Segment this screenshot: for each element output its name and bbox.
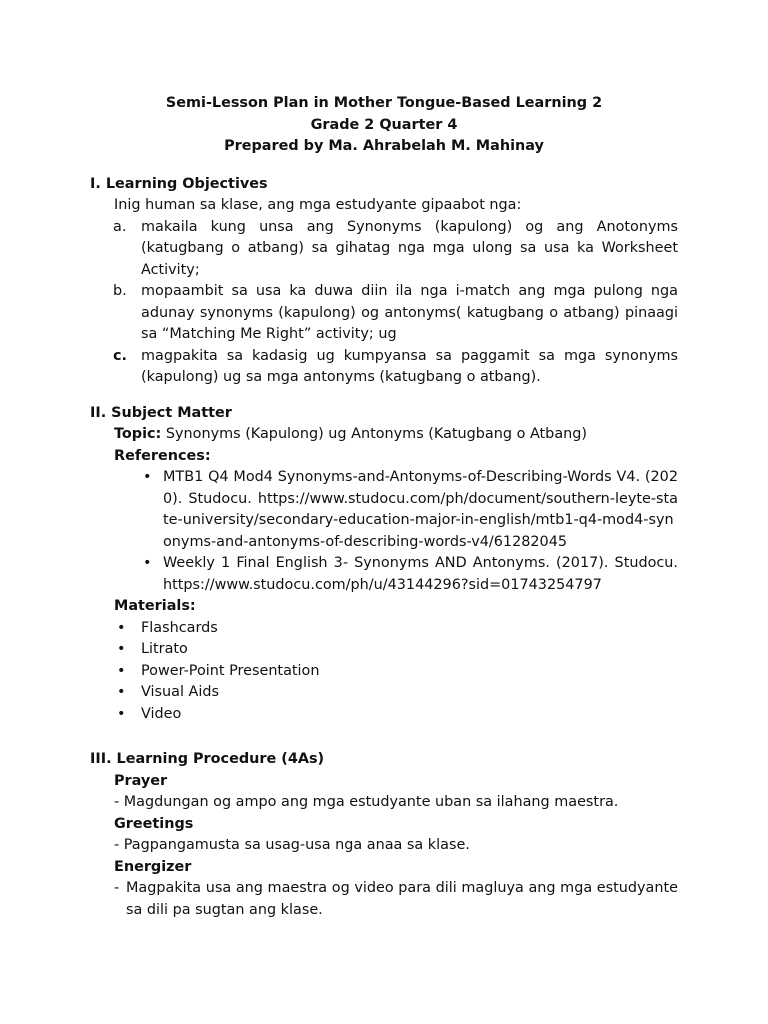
bullet-icon: •	[143, 469, 152, 485]
materials-list	[90, 618, 678, 726]
procedure-heading: III. Learning Procedure (4As)	[90, 751, 325, 767]
objective-marker: c.	[113, 347, 127, 364]
topic-label: Topic:	[114, 426, 162, 442]
objective-item	[90, 281, 678, 346]
energizer-label: Energizer	[114, 858, 192, 875]
bullet-icon: •	[117, 619, 126, 636]
bullet-icon: •	[143, 555, 152, 571]
material-text: Flashcards	[141, 619, 218, 636]
materials-label: Materials:	[114, 598, 196, 614]
material-item	[90, 704, 678, 726]
material-item	[90, 618, 678, 640]
objective-text: magpakita sa kadasig ug kumpyansa sa paggamit sa mga synonyms (kapulong) ug sa mga antonyms (katugbang o atbang).	[141, 347, 678, 385]
prayer-text: - Magdungan og ampo ang mga estudyante uban sa ilahang maestra.	[114, 794, 619, 810]
objectives-list	[90, 217, 678, 389]
references-label: References:	[114, 447, 211, 464]
greetings-text: - Pagpangamusta sa usag-usa nga anaa sa klase.	[114, 837, 470, 853]
material-text: Litrato	[141, 641, 188, 657]
bullet-icon: •	[117, 641, 126, 657]
document-title	[90, 93, 678, 158]
material-item	[90, 639, 678, 661]
objective-text: makaila kung unsa ang Synonyms (kapulong) og ang Anotonyms (katugbang o atbang) sa gihatag nga mga ulong sa usa ka Worksheet Activity;	[141, 218, 678, 278]
bullet-icon: •	[117, 705, 126, 722]
objectives-heading: I. Learning Objectives	[90, 175, 268, 192]
material-text: Video	[141, 705, 182, 722]
reference-item	[90, 553, 678, 596]
objective-text: mopaambit sa usa ka duwa diin ila nga i-match ang mga pulong nga adunay synonyms (kapulong) og antonyms( katugbang o atbang) pinaagi sa “Matching Me Right” activity; ug	[141, 283, 678, 342]
references-list	[90, 467, 678, 596]
material-item	[90, 661, 678, 683]
objective-marker: b.	[113, 283, 127, 299]
title-line-3: Prepared by Ma. Ahrabelah M. Mahinay	[224, 138, 544, 154]
objective-item	[90, 346, 678, 389]
greetings-label: Greetings	[114, 815, 194, 832]
material-item	[90, 682, 678, 704]
material-text: Visual Aids	[141, 684, 220, 700]
objectives-intro: Inig human sa klase, ang mga estudyante gipaabot nga:	[114, 197, 522, 213]
reference-item	[90, 467, 678, 553]
title-line-2: Grade 2 Quarter 4	[310, 116, 458, 133]
reference-text: MTB1 Q4 Mod4 Synonyms-and-Antonyms-of-Describing-Words V4. (2020). Studocu. https://www.studocu.com/ph/document/southern-leyte-state-university/secondary-education-major-in-english/mtb1-q4-mod4-synonyms-and-antonyms-of-describing-words-v4/61282045	[163, 469, 678, 550]
prayer-label: Prayer	[114, 772, 168, 789]
bullet-icon: •	[117, 684, 126, 700]
topic-line	[90, 424, 678, 446]
energizer-text: Magpakita usa ang maestra og video para dili magluya ang mga estudyante sa dili pa sugtan ang klase.	[126, 880, 678, 918]
objective-marker: a.	[113, 218, 127, 235]
reference-text: Weekly 1 Final English 3- Synonyms AND Antonyms. (2017). Studocu. https://www.studocu.com/ph/u/43144296?sid=01743254797	[163, 555, 678, 593]
bullet-icon: •	[117, 662, 126, 679]
topic-text: Synonyms (Kapulong) ug Antonyms (Katugbang o Atbang)	[161, 426, 588, 442]
energizer-dash: -	[114, 880, 120, 896]
title-line-1: Semi-Lesson Plan in Mother Tongue-Based Learning 2	[165, 95, 603, 111]
energizer-line	[90, 878, 678, 921]
document-page	[90, 93, 678, 921]
material-text: Power-Point Presentation	[141, 662, 320, 679]
subject-heading: II. Subject Matter	[90, 404, 232, 421]
objective-item	[90, 217, 678, 282]
